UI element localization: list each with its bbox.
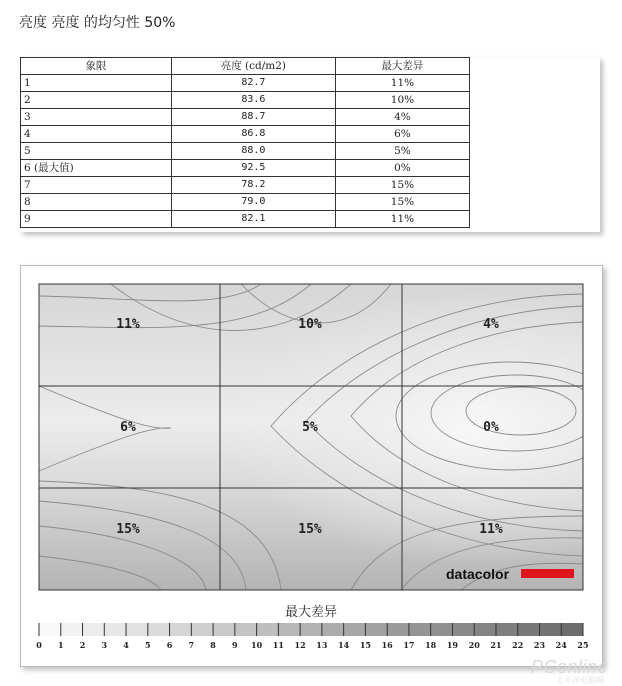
table-row — [21, 211, 470, 228]
legend-swatch — [409, 623, 431, 636]
legend-swatch — [213, 623, 235, 636]
legend-swatch — [39, 623, 61, 636]
cell-quadrant: 3 — [21, 109, 172, 126]
legend-swatch — [191, 623, 213, 636]
legend-swatch — [365, 623, 387, 636]
legend-swatch — [561, 623, 583, 636]
legend-swatch — [539, 623, 561, 636]
watermark-subtext: 太平洋电脑网 — [556, 676, 604, 685]
legend-swatch — [126, 623, 148, 636]
header-max-diff: 最大差异 — [335, 58, 469, 75]
cell-luminance: 86.8 — [171, 126, 335, 143]
cell-luminance: 92.5 — [171, 160, 335, 177]
legend-tick-label: 2 — [79, 640, 86, 650]
legend-tick-label: 19 — [446, 640, 459, 650]
table-row — [21, 194, 470, 211]
legend-swatch — [148, 623, 170, 636]
cell-max-diff: 15% — [335, 194, 469, 211]
header-quadrant: 象限 — [21, 58, 172, 75]
legend-tick-label: 8 — [210, 640, 216, 650]
legend-tick-label: 25 — [577, 640, 589, 650]
legend-tick-label: 4 — [123, 640, 129, 650]
legend-tick-label: 10 — [251, 640, 263, 650]
cell-quadrant: 4 — [21, 126, 172, 143]
table-header-row — [21, 58, 470, 75]
cell-max-diff: 11% — [335, 75, 469, 92]
legend-tick-label: 9 — [232, 640, 238, 650]
legend-tick-label: 24 — [555, 640, 567, 650]
legend-swatch — [344, 623, 366, 636]
legend-swatch — [170, 623, 192, 636]
cell-max-diff: 11% — [335, 211, 469, 228]
quadrant-label-4: 6% — [120, 420, 136, 435]
legend-swatch — [300, 623, 322, 636]
legend-tick-label: 11 — [272, 640, 284, 650]
legend-tick-label: 5 — [145, 640, 151, 650]
legend-tick-label: 13 — [316, 640, 328, 650]
legend-tick-label: 16 — [381, 640, 393, 650]
cell-max-diff: 10% — [335, 92, 469, 109]
cell-max-diff: 15% — [335, 177, 469, 194]
legend-swatch — [61, 623, 83, 636]
legend-tick-label: 20 — [468, 640, 480, 650]
page-title: 亮度 亮度 的均匀性 50% — [19, 15, 176, 31]
quadrant-label-2: 10% — [298, 317, 322, 332]
uniformity-contour-chart — [21, 266, 602, 666]
legend-tick-label: 21 — [490, 640, 502, 650]
legend-title: 最大差异 — [284, 605, 338, 620]
table-row — [21, 75, 470, 92]
table-row — [21, 109, 470, 126]
legend-swatch — [387, 623, 409, 636]
cell-luminance: 79.0 — [171, 194, 335, 211]
quadrant-label-9: 11% — [479, 522, 503, 537]
table-row — [21, 160, 470, 177]
legend-tick-label: 17 — [403, 640, 415, 650]
legend-swatch — [278, 623, 300, 636]
quadrant-label-5: 5% — [302, 420, 318, 435]
legend-tick-label: 3 — [101, 640, 108, 650]
uniformity-contour-card — [20, 265, 603, 667]
table-row — [21, 143, 470, 160]
cell-luminance: 88.7 — [171, 109, 335, 126]
quadrant-label-3: 4% — [483, 317, 499, 332]
cell-max-diff: 0% — [335, 160, 469, 177]
cell-quadrant: 7 — [21, 177, 172, 194]
legend-swatch — [257, 623, 279, 636]
legend-swatch — [235, 623, 257, 636]
quadrant-label-7: 15% — [116, 522, 140, 537]
luminance-table-card — [20, 57, 600, 232]
table-row — [21, 177, 470, 194]
legend-swatch — [431, 623, 453, 636]
datacolor-logo-text: datacolor — [446, 566, 510, 582]
cell-quadrant: 1 — [21, 75, 172, 92]
legend-swatch — [104, 623, 126, 636]
watermark-text: PConline — [530, 657, 608, 677]
cell-max-diff: 6% — [335, 126, 469, 143]
cell-luminance: 83.6 — [171, 92, 335, 109]
datacolor-logo-bar — [521, 569, 574, 578]
legend-tick-label: 14 — [338, 640, 350, 650]
legend-tick-label: 6 — [166, 640, 173, 650]
cell-quadrant: 2 — [21, 92, 172, 109]
legend-tick-label: 12 — [294, 640, 306, 650]
legend-tick-label: 7 — [188, 640, 195, 650]
header-luminance: 亮度 (cd/m2) — [171, 58, 335, 75]
legend-swatch — [83, 623, 105, 636]
legend-tick-label: 0 — [36, 640, 42, 650]
legend-tick-label: 15 — [359, 640, 371, 650]
cell-quadrant: 9 — [21, 211, 172, 228]
legend-scale — [36, 623, 588, 650]
luminance-table — [20, 57, 470, 228]
legend-swatch — [322, 623, 344, 636]
legend-tick-label: 1 — [57, 640, 64, 650]
legend-tick-label: 22 — [512, 640, 524, 650]
quadrant-label-1: 11% — [116, 317, 140, 332]
quadrant-label-8: 15% — [298, 522, 322, 537]
legend-tick-label: 23 — [533, 640, 546, 650]
cell-max-diff: 5% — [335, 143, 469, 160]
legend-swatch — [452, 623, 474, 636]
cell-quadrant: 6 (最大值) — [21, 160, 172, 177]
cell-quadrant: 5 — [21, 143, 172, 160]
table-row — [21, 126, 470, 143]
cell-luminance: 82.7 — [171, 75, 335, 92]
cell-luminance: 78.2 — [171, 177, 335, 194]
quadrant-label-6: 0% — [483, 420, 499, 435]
cell-max-diff: 4% — [335, 109, 469, 126]
legend-tick-label: 18 — [425, 640, 437, 650]
legend-swatch — [496, 623, 518, 636]
legend-swatch — [518, 623, 540, 636]
cell-luminance: 88.0 — [171, 143, 335, 160]
cell-quadrant: 8 — [21, 194, 172, 211]
cell-luminance: 82.1 — [171, 211, 335, 228]
legend-swatch — [474, 623, 496, 636]
table-row — [21, 92, 470, 109]
